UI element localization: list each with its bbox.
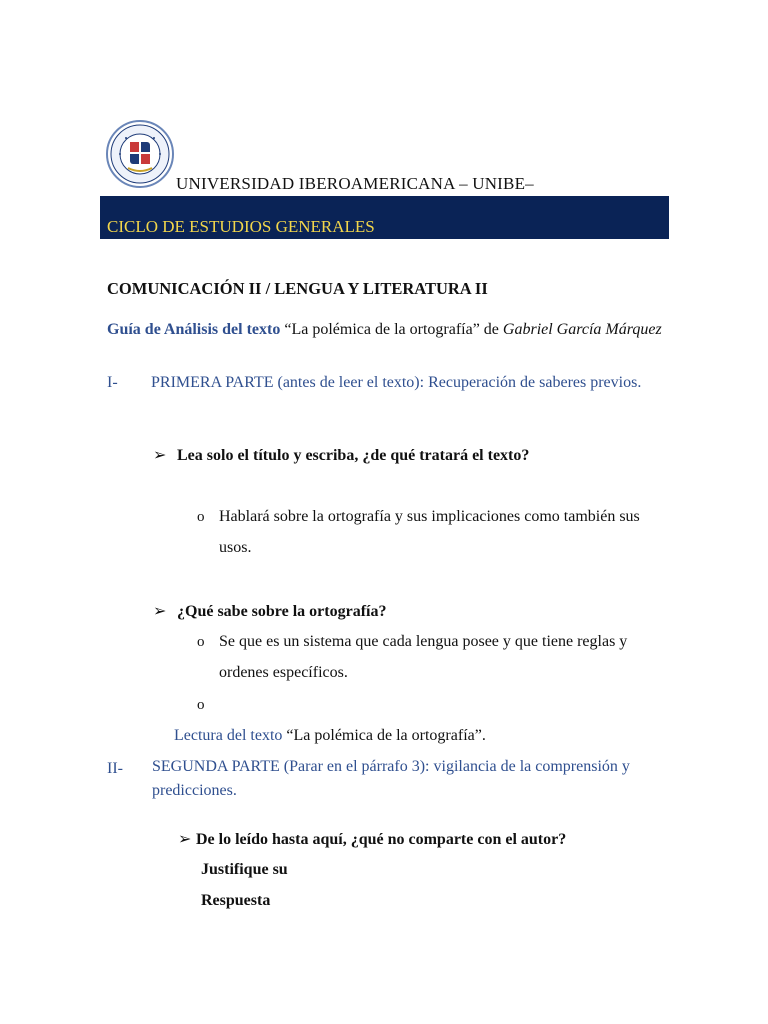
reading-label: Lectura del texto bbox=[174, 727, 283, 744]
section-1-heading: PRIMERA PARTE (antes de leer el texto): Recuperación de saberes previos. bbox=[151, 374, 642, 391]
question-3-line-3: Respuesta bbox=[201, 892, 271, 909]
section-1-number: I- bbox=[107, 374, 118, 391]
circle-bullet-icon: o bbox=[197, 634, 205, 650]
question-3-line-2: Justifique su bbox=[201, 861, 288, 878]
question-2 bbox=[153, 601, 386, 621]
answer-2: Se que es un sistema que cada lengua posee y que tiene reglas y ordenes específicos. bbox=[219, 633, 628, 681]
question-3-text: De lo leído hasta aquí, ¿qué no comparte con el autor? bbox=[196, 831, 567, 848]
question-1 bbox=[153, 445, 529, 465]
circle-bullet-icon: o bbox=[197, 697, 205, 713]
question-1-text: Lea solo el título y escriba, ¿de qué tratará el texto? bbox=[177, 447, 530, 464]
banner-text: CICLO DE ESTUDIOS GENERALES bbox=[107, 217, 375, 236]
question-3 bbox=[178, 829, 566, 849]
circle-bullet-icon: o bbox=[197, 509, 205, 525]
question-2-text: ¿Qué sabe sobre la ortografía? bbox=[177, 603, 387, 620]
section-2-number: II- bbox=[107, 760, 123, 777]
reading-title: “La polémica de la ortografía”. bbox=[282, 727, 486, 744]
university-seal-icon bbox=[106, 120, 174, 188]
arrow-bullet-icon: ➢ bbox=[178, 831, 192, 848]
course-title: COMUNICACIÓN II / LENGUA Y LITERATURA II bbox=[107, 279, 488, 298]
arrow-bullet-icon: ➢ bbox=[153, 447, 167, 464]
guide-author: Gabriel García Márquez bbox=[502, 321, 662, 338]
arrow-bullet-icon: ➢ bbox=[153, 603, 167, 620]
reading-instruction bbox=[174, 727, 486, 745]
guide-heading bbox=[107, 318, 667, 341]
answer-1: Hablará sobre la ortografía y sus implicaciones como también sus usos. bbox=[219, 508, 640, 556]
guide-label: Guía de Análisis del texto bbox=[107, 321, 281, 338]
section-2-heading: SEGUNDA PARTE (Parar en el párrafo 3): vigilancia de la comprensión y predicciones. bbox=[152, 758, 630, 799]
program-banner bbox=[100, 196, 669, 239]
guide-title: “La polémica de la ortografía” de bbox=[280, 321, 503, 338]
university-title: UNIVERSIDAD IBEROAMERICANA – UNIBE– bbox=[176, 174, 534, 193]
